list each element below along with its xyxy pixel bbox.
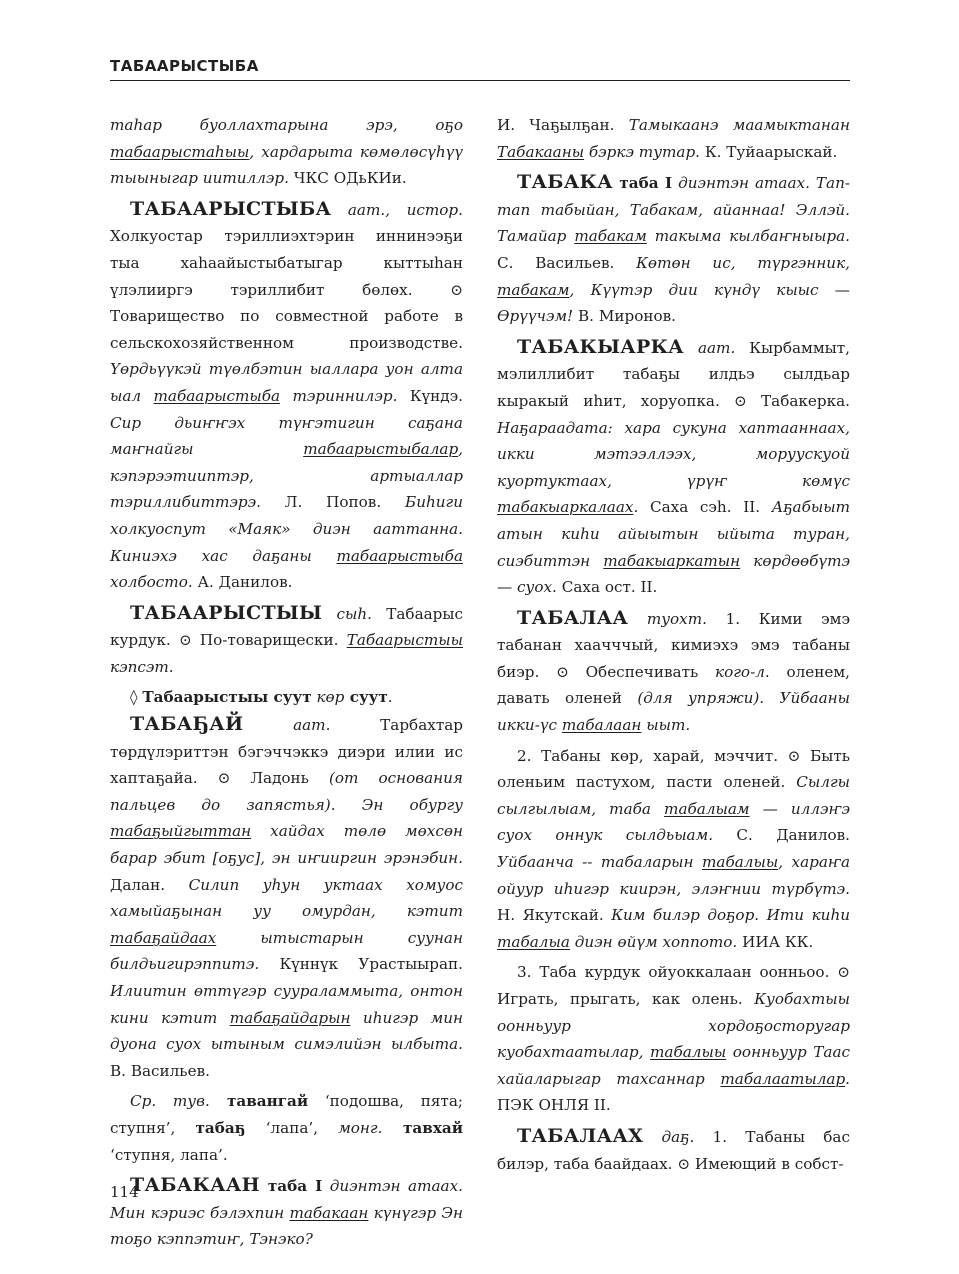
entry-tabaarystyy: ТАБААРЫСТЫЫ сыһ. Табаарыс курдук. ⊙ По-товарищески. Табаарыстыы кэпсэт. bbox=[110, 601, 463, 676]
running-header bbox=[110, 56, 850, 81]
right-column bbox=[497, 112, 850, 1177]
headword: ТАБАЛАА bbox=[517, 606, 629, 629]
entry-tabalaa: ТАБАЛАА туохт. 1. Кими эмэ табанан хаачччый, кимиэхэ эмэ табаны биэр. ⊙ Обеспечивать кого-л. оленем, давать оленей (для упряжи). Уйбааны икки-үс табалаан ыыт. bbox=[497, 606, 851, 735]
headword: ТАБАКА bbox=[517, 171, 613, 194]
headword: ТАБАКААН bbox=[130, 1174, 260, 1197]
entry-tabalaa-sense-2: 2. Табаны көр, харай, мэччит. ⊙ Быть оленьим пастухом, пасти оленей. Сылгы сылгылыам, таба табалыам — иллэҥэ суох оннук сылдьыам. С. Данилов. Уйбаанча -- табаларын табалыы, хараҥа ойуур иһигэр киирэн, элэҥнии түрбүтэ. Н. Якутскай. Ким билэр доҕор. Ити киһи табалыа диэн өйүм хоппото. ИИА КК. bbox=[497, 746, 851, 951]
entry-tabaka: ТАБАКА таба I диэнтэн атаах. Тап-тап табыйан, Табакам, айаннаа! Эллэй. Тамайар табакам такыма кылбаҥныыра. С. Васильев. Көтөн ис, түргэнник, табакам, Күүтэр дии күндү кыыс — Өрүүчэм! В. Миронов. bbox=[497, 171, 850, 326]
entry-tabakyarka: ТАБАКЫАРКА аат. Кырбаммыт, мэлиллибит табаҕы илдьэ сылдьар кыракый иһит, хоруопка. ⊙ Табакерка. Наҕараадата: хара сукуна хаптааннаах, икки мэтээллээх, моруускуой куортуктаах, үрүҥ көмүс табакыаркалаах. Саха сэһ. II. Аҕабыыт атын киһи айыытын ыйыта туран, сиэбиттэн табакыаркатын көрдөөбүтэ — суох. Саха ост. II. bbox=[497, 335, 850, 597]
entry-tabalaa-sense-3: 3. Таба курдук ойуоккалаан оонньоо. ⊙ Играть, прыгать, как олень. Куобахтыы оонньуур хордоҕосторугар куобахтаатылар, табалыы оонньуур Таас хайаларыгар тахсаннар табалаатылар. ПЭК ОНЛЯ II. bbox=[497, 963, 850, 1115]
headword: ТАБААРЫСТЫБА bbox=[130, 197, 332, 220]
page-number: 114 bbox=[110, 1183, 139, 1201]
entry-tabaarystyba: ТАБААРЫСТЫБА аат., истор. Холкуостар тэриллиэхтэрин иннинээҕи тыа хаһаайыстыбатыгар кыттыһан үлэлииргэ тэриллибит бөлөх. ⊙ Товарищество по совместной работе в сельскохозяйственном производстве. Үөрдьүүкэй түөлбэтин ыаллара уон алта ыал табаарыстыба тэриннилэр. Күндэ. Сир дьиҥҥэх түҥэтигин саҕана маҥнайгы табаарыстыбалар, кэпэрээтииптэр, артыаллар тэриллибиттэрэ. Л. Попов. Биһиги холкуоспут «Маяк» диэн ааттанна. Киниэхэ хас даҕаны табаарыстыба холбосто. А. Данилов. bbox=[110, 197, 463, 592]
entry-tabakaan: ТАБАКААН таба I диэнтэн атаах. Мин кэриэс бэлэхпин табакаан күнүгэр Эн тоҕо кэппэтиҥ, Тэнэко? bbox=[110, 1174, 463, 1249]
entry-tabalaakh: ТАБАЛААХ даҕ. 1. Табаны бас билэр, таба баайдаах. ⊙ Имеющий в собст- bbox=[497, 1124, 850, 1173]
header-title: ТАБААРЫСТЫБА bbox=[110, 57, 259, 75]
entry-continuation: И. Чаҕылҕан. Тамыкаанэ маамыктанан Табакааны бэркэ тутар. К. Туйаарыскай. bbox=[497, 116, 850, 161]
entry-continuation: таһар буоллахтарына эрэ, оҕо табаарыстаһыы, хардарыта көмөлөсүһүү тыыныгар иитиллэр. ЧКС ОДьКИи. bbox=[110, 116, 463, 188]
headword: ТАБАЛААХ bbox=[517, 1124, 644, 1147]
idiom-line: ◊ Табаарыстыы суут көр суут. bbox=[130, 688, 393, 707]
headword: ТАБАКЫАРКА bbox=[517, 335, 684, 358]
left-column bbox=[110, 112, 463, 1253]
entry-tabagai: ТАБАҔАЙ аат. Тарбахтар төрдүлэриттэн бэгэччэккэ диэри илии ис хаптаҕайа. ⊙ Ладонь (от основания пальцев до запястья). Эн обургу табаҕыйгыттан хайдах төлө мөхсөн барар эбит [оҕус], эн иҥииргин эрэнэбин. Далан. Силип уһун уктаах хомуос хамыйаҕынан уу омурдан, кэтит табаҕайдаах ытыстарын суунан билдьигирэппитэ. Күннүк Урастыырап. Илиитин өттүгэр суураламмыта, онтон кини кэтит табаҕайдарын иһигэр мин дуона суох ытыным симэлийэн ылбыта. В. Васильев. bbox=[110, 713, 464, 1080]
etymology: Ср. тув. тавангай ‘подошва, пята; ступня’, табаҕ ‘лапа’, монг. тавхай ‘ступня, лапа’. bbox=[110, 1092, 463, 1164]
headword: ТАБААРЫСТЫЫ bbox=[130, 601, 323, 624]
headword: ТАБАҔАЙ bbox=[130, 713, 244, 736]
